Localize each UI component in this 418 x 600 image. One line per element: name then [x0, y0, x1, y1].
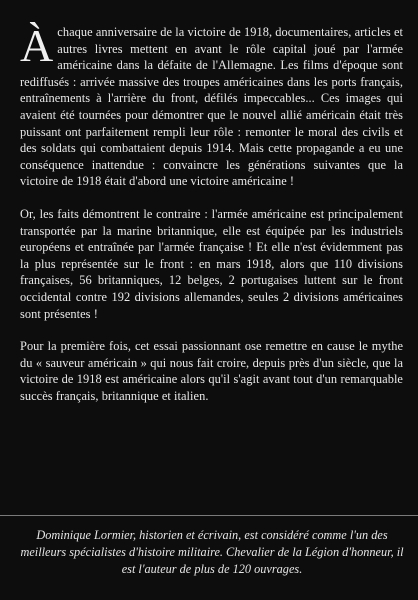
author-bio: Dominique Lormier, historien et écrivain, est considéré comme l'un des meilleurs spécialistes d'histoire militaire. Chevalier de la Légion d'honneur, il est l'auteur de plus de 120 ouvrages.: [20, 528, 404, 576]
drop-cap: À: [20, 20, 54, 71]
thesis-paragraph: Pour la première fois, cet essai passionnant ose remettre en cause le mythe du « sauveur américain » qui nous fait croire, depuis près d'un siècle, que la victoire de 1918 est américaine alors qu'il s'agit avant tout d'un remarquable succès français, britannique et italien.: [20, 339, 403, 403]
intro-paragraph-text: chaque anniversaire de la victoire de 1918, documentaires, articles et autres livres mettent en avant le rôle capital joué par l'armée américaine dans la défaite de l'Allemagne. Les films d'époque sont rediffusés : arrivée massive des troupes américaines dans les ports français, entraînements à l'arrière du front, défilés impeccables... Ces images qui avaient été tournées pour démontrer que le nouvel allié américain était très puissant ont parfaitement rempli leur rôle : remonter le moral des civils et des soldats qui combattaient depuis 1914. Mais cette propagande a eu une conséquence inattendue : convaincre les générations suivantes que la victoire de 1918 était d'abord une victoire américaine !: [20, 25, 403, 189]
blurb-text: [20, 20, 403, 420]
intro-paragraph: [20, 20, 403, 190]
section-divider: [0, 515, 418, 516]
facts-paragraph: Or, les faits démontrent le contraire : l'armée américaine est principalement transportée par la marine britannique, elle est équipée par les industriels européens et entraînée par l'armée française ! Et elle n'est évidemment pas la plus représentée sur le front : en mars 1918, alors que 110 divisions françaises, 56 britanniques, 12 belges, 2 portugaises luttent sur le front occidental contre 192 divisions allemandes, seules 2 divisions américaines sont présentes !: [20, 206, 403, 321]
